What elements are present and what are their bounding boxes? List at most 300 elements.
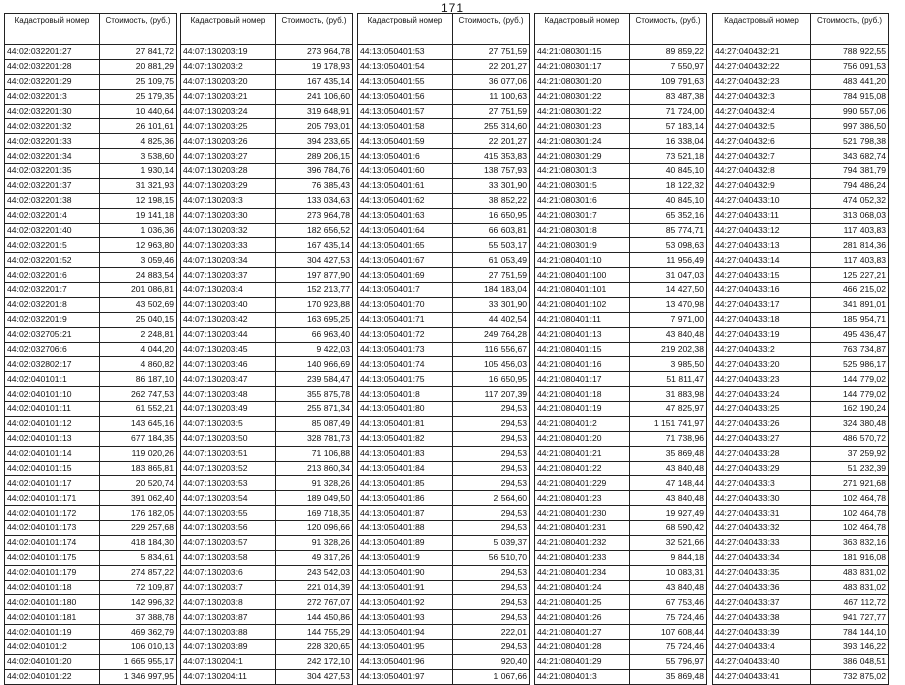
cadastral-number-cell: 44:27:040433:12 [713, 223, 811, 238]
cadastral-number-cell: 44:07:130203:26 [181, 134, 276, 149]
cadastral-number-cell: 44:21:080401:17 [535, 372, 630, 387]
table-row [181, 89, 353, 104]
cost-cell: 243 542,03 [276, 565, 353, 580]
table-row [5, 342, 177, 357]
cost-cell: 294,53 [453, 431, 530, 446]
cost-cell: 107 608,44 [630, 625, 707, 640]
cost-cell: 25 040,15 [100, 312, 177, 327]
cadastral-number-cell: 44:27:040433:11 [713, 208, 811, 223]
cadastral-number-cell: 44:27:040432:9 [713, 178, 811, 193]
cost-cell: 10 083,31 [630, 565, 707, 580]
table-row [713, 178, 889, 193]
cost-cell: 61 552,21 [100, 402, 177, 417]
cost-cell: 304 427,53 [276, 669, 353, 684]
table-row [181, 416, 353, 431]
table-row [181, 372, 353, 387]
cost-cell: 19 178,93 [276, 59, 353, 74]
cadastral-number-cell: 44:13:050401:80 [358, 402, 453, 417]
cost-cell: 176 182,05 [100, 506, 177, 521]
cadastral-number-cell: 44:21:080301:8 [535, 223, 630, 238]
table-row [535, 654, 707, 669]
table-row [5, 431, 177, 446]
cost-cell: 27 841,72 [100, 45, 177, 60]
cadastral-number-cell: 44:13:050401:64 [358, 223, 453, 238]
cost-cell: 294,53 [453, 610, 530, 625]
table-row [181, 268, 353, 283]
cost-cell: 363 832,16 [811, 535, 889, 550]
cost-cell: 32 521,66 [630, 535, 707, 550]
cadastral-number-cell: 44:02:032201:3 [5, 89, 100, 104]
cadastral-number-cell: 44:27:040433:10 [713, 193, 811, 208]
table-row [5, 580, 177, 595]
table-row [713, 640, 889, 655]
table-row [535, 580, 707, 595]
cost-cell: 355 875,78 [276, 387, 353, 402]
table-row [535, 595, 707, 610]
cadastral-number-cell: 44:02:032201:5 [5, 238, 100, 253]
table-row [535, 640, 707, 655]
table-row [358, 238, 530, 253]
cost-cell: 294,53 [453, 595, 530, 610]
table-row [358, 476, 530, 491]
table-row [535, 59, 707, 74]
cadastral-number-cell: 44:07:130203:25 [181, 119, 276, 134]
cadastral-number-cell: 44:21:080401:234 [535, 565, 630, 580]
cost-cell: 466 215,02 [811, 283, 889, 298]
cadastral-table-4 [534, 13, 707, 685]
cadastral-number-cell: 44:13:050401:65 [358, 238, 453, 253]
table-row [181, 431, 353, 446]
cost-cell: 1 346 997,95 [100, 669, 177, 684]
cadastral-number-cell: 44:02:040101:20 [5, 654, 100, 669]
cost-cell: 75 724,46 [630, 640, 707, 655]
cadastral-number-cell: 44:02:032201:35 [5, 164, 100, 179]
cost-cell: 3 985,50 [630, 357, 707, 372]
table-row [535, 491, 707, 506]
cadastral-table-2 [180, 13, 353, 685]
cadastral-number-cell: 44:02:040101:174 [5, 535, 100, 550]
table-row [713, 402, 889, 417]
table-row [535, 372, 707, 387]
cadastral-number-cell: 44:07:130203:5 [181, 416, 276, 431]
header-cost: Стоимость, (руб.) [276, 14, 353, 45]
cadastral-number-cell: 44:21:080401:25 [535, 595, 630, 610]
cost-cell: 197 877,90 [276, 268, 353, 283]
cadastral-number-cell: 44:21:080301:17 [535, 59, 630, 74]
cost-cell: 294,53 [453, 446, 530, 461]
cost-cell: 521 798,38 [811, 134, 889, 149]
cost-cell: 294,53 [453, 521, 530, 536]
cost-cell: 341 891,01 [811, 297, 889, 312]
table-row [5, 402, 177, 417]
cadastral-number-cell: 44:21:080301:7 [535, 208, 630, 223]
table-row [358, 193, 530, 208]
table-row [535, 283, 707, 298]
table-row [358, 461, 530, 476]
cadastral-number-cell: 44:27:040433:26 [713, 416, 811, 431]
cadastral-number-cell: 44:02:032201:34 [5, 149, 100, 164]
cadastral-number-cell: 44:13:050401:89 [358, 535, 453, 550]
cadastral-number-cell: 44:13:050401:58 [358, 119, 453, 134]
cadastral-number-cell: 44:27:040432:4 [713, 104, 811, 119]
cost-cell: 22 201,27 [453, 134, 530, 149]
cadastral-number-cell: 44:21:080301:20 [535, 74, 630, 89]
cadastral-number-cell: 44:07:130203:89 [181, 640, 276, 655]
cadastral-number-cell: 44:02:032201:6 [5, 268, 100, 283]
table-row [358, 104, 530, 119]
cost-cell: 184 183,04 [453, 283, 530, 298]
cost-cell: 12 963,80 [100, 238, 177, 253]
cadastral-number-cell: 44:07:130203:2 [181, 59, 276, 74]
table-row [535, 149, 707, 164]
cadastral-number-cell: 44:21:080401:233 [535, 550, 630, 565]
cost-cell: 319 648,91 [276, 104, 353, 119]
cost-cell: 117 403,83 [811, 253, 889, 268]
cadastral-number-cell: 44:07:130203:88 [181, 625, 276, 640]
cadastral-number-cell: 44:07:130203:27 [181, 149, 276, 164]
cadastral-number-cell: 44:13:050401:81 [358, 416, 453, 431]
cadastral-number-cell: 44:13:050401:8 [358, 387, 453, 402]
cost-cell: 391 062,40 [100, 491, 177, 506]
table-row [358, 223, 530, 238]
cost-cell: 294,53 [453, 476, 530, 491]
cost-cell: 89 859,22 [630, 45, 707, 60]
cost-cell: 24 883,54 [100, 268, 177, 283]
cost-cell: 66 963,40 [276, 327, 353, 342]
cost-cell: 143 645,16 [100, 416, 177, 431]
cost-cell: 11 100,63 [453, 89, 530, 104]
cadastral-number-cell: 44:07:130203:30 [181, 208, 276, 223]
cost-cell: 9 422,03 [276, 342, 353, 357]
table-row [5, 372, 177, 387]
table-row [358, 149, 530, 164]
cost-cell: 1 930,14 [100, 164, 177, 179]
cost-cell: 271 921,68 [811, 476, 889, 491]
header-cost: Стоимость, (руб.) [453, 14, 530, 45]
cadastral-number-cell: 44:02:040101:19 [5, 625, 100, 640]
table-row [535, 550, 707, 565]
cost-cell: 213 860,34 [276, 461, 353, 476]
cost-cell: 142 996,32 [100, 595, 177, 610]
cadastral-number-cell: 44:07:130203:46 [181, 357, 276, 372]
cadastral-number-cell: 44:21:080401:100 [535, 268, 630, 283]
cost-cell: 55 503,17 [453, 238, 530, 253]
cadastral-number-cell: 44:02:040101:180 [5, 595, 100, 610]
cost-cell: 289 206,15 [276, 149, 353, 164]
cost-cell: 3 538,60 [100, 149, 177, 164]
cadastral-number-cell: 44:27:040433:36 [713, 580, 811, 595]
table-row [5, 297, 177, 312]
cadastral-number-cell: 44:27:040433:23 [713, 372, 811, 387]
cadastral-number-cell: 44:07:130203:4 [181, 283, 276, 298]
table-row [713, 297, 889, 312]
cadastral-number-cell: 44:07:130203:3 [181, 193, 276, 208]
table-row [713, 119, 889, 134]
cost-cell: 57 183,14 [630, 119, 707, 134]
table-row [181, 253, 353, 268]
table-row [181, 565, 353, 580]
table-row [358, 550, 530, 565]
cadastral-number-cell: 44:27:040433:41 [713, 669, 811, 684]
cost-cell: 304 427,53 [276, 253, 353, 268]
table-row [358, 535, 530, 550]
table-row [713, 521, 889, 536]
cost-cell: 2 248,81 [100, 327, 177, 342]
cadastral-number-cell: 44:02:032706:6 [5, 342, 100, 357]
table-row [5, 535, 177, 550]
cadastral-number-cell: 44:13:050401:97 [358, 669, 453, 684]
cost-cell: 677 184,35 [100, 431, 177, 446]
cadastral-number-cell: 44:13:050401:82 [358, 431, 453, 446]
cost-cell: 1 151 741,97 [630, 416, 707, 431]
cadastral-number-cell: 44:27:040433:25 [713, 402, 811, 417]
cost-cell: 37 388,78 [100, 610, 177, 625]
cost-cell: 483 831,02 [811, 580, 889, 595]
cost-cell: 396 784,76 [276, 164, 353, 179]
table-row [5, 268, 177, 283]
cadastral-number-cell: 44:27:040433:17 [713, 297, 811, 312]
cadastral-number-cell: 44:13:050401:83 [358, 446, 453, 461]
cost-cell: 16 650,95 [453, 372, 530, 387]
table-row [535, 416, 707, 431]
cadastral-number-cell: 44:07:130203:37 [181, 268, 276, 283]
cadastral-number-cell: 44:02:032201:37 [5, 178, 100, 193]
table-row [181, 178, 353, 193]
cadastral-number-cell: 44:13:050401:9 [358, 550, 453, 565]
cadastral-number-cell: 44:27:040433:16 [713, 283, 811, 298]
cost-cell: 102 464,78 [811, 521, 889, 536]
table-row [5, 550, 177, 565]
table-row [535, 565, 707, 580]
cadastral-number-cell: 44:07:130203:8 [181, 595, 276, 610]
cadastral-number-cell: 44:13:050401:6 [358, 149, 453, 164]
cadastral-number-cell: 44:07:130203:49 [181, 402, 276, 417]
header-cost: Стоимость, (руб.) [100, 14, 177, 45]
table-row [535, 223, 707, 238]
cadastral-number-cell: 44:13:050401:62 [358, 193, 453, 208]
table-row [181, 327, 353, 342]
table-row [535, 461, 707, 476]
cadastral-number-cell: 44:02:040101:179 [5, 565, 100, 580]
cadastral-number-cell: 44:21:080301:29 [535, 149, 630, 164]
cost-cell: 53 098,63 [630, 238, 707, 253]
cadastral-number-cell: 44:02:040101:18 [5, 580, 100, 595]
cadastral-number-cell: 44:02:032705:21 [5, 327, 100, 342]
cost-cell: 784 144,10 [811, 625, 889, 640]
cost-cell: 3 059,46 [100, 253, 177, 268]
cost-cell: 31 321,93 [100, 178, 177, 193]
table-row [535, 476, 707, 491]
cost-cell: 144 755,29 [276, 625, 353, 640]
table-row [358, 327, 530, 342]
table-row [181, 387, 353, 402]
table-row [535, 134, 707, 149]
cadastral-number-cell: 44:13:050401:60 [358, 164, 453, 179]
cadastral-number-cell: 44:27:040433:15 [713, 268, 811, 283]
cadastral-number-cell: 44:13:050401:87 [358, 506, 453, 521]
cadastral-number-cell: 44:27:040432:21 [713, 45, 811, 60]
cadastral-number-cell: 44:07:130203:40 [181, 297, 276, 312]
cadastral-number-cell: 44:07:130203:6 [181, 565, 276, 580]
cost-cell: 9 844,18 [630, 550, 707, 565]
table-row [5, 89, 177, 104]
table-row [535, 669, 707, 684]
table-row [535, 506, 707, 521]
table-row [358, 342, 530, 357]
cost-cell: 91 328,26 [276, 476, 353, 491]
table-row [358, 431, 530, 446]
cadastral-number-cell: 44:13:050401:63 [358, 208, 453, 223]
cost-cell: 26 101,61 [100, 119, 177, 134]
table-row [5, 595, 177, 610]
cadastral-number-cell: 44:27:040433:39 [713, 625, 811, 640]
table-row [713, 253, 889, 268]
table-row [713, 74, 889, 89]
cost-cell: 91 328,26 [276, 535, 353, 550]
cadastral-number-cell: 44:27:040433:40 [713, 654, 811, 669]
table-body [713, 45, 889, 685]
cost-cell: 221 014,39 [276, 580, 353, 595]
cost-cell: 51 232,39 [811, 461, 889, 476]
table-row [535, 521, 707, 536]
cadastral-number-cell: 44:07:130203:47 [181, 372, 276, 387]
table-row [713, 312, 889, 327]
cost-cell: 239 584,47 [276, 372, 353, 387]
cadastral-number-cell: 44:27:040433:38 [713, 610, 811, 625]
table-row [713, 476, 889, 491]
table-body [5, 45, 177, 685]
cadastral-number-cell: 44:13:050401:95 [358, 640, 453, 655]
cost-cell: 106 010,13 [100, 640, 177, 655]
table-row [535, 446, 707, 461]
cost-cell: 294,53 [453, 640, 530, 655]
cadastral-number-cell: 44:27:040433:37 [713, 595, 811, 610]
cadastral-number-cell: 44:27:040433:28 [713, 446, 811, 461]
table-row [358, 580, 530, 595]
table-row [5, 446, 177, 461]
cadastral-number-cell: 44:27:040433:4 [713, 640, 811, 655]
table-row [713, 387, 889, 402]
cadastral-number-cell: 44:02:040101:15 [5, 461, 100, 476]
cadastral-number-cell: 44:07:130203:53 [181, 476, 276, 491]
table-row [5, 223, 177, 238]
table-row [358, 357, 530, 372]
cadastral-number-cell: 44:02:040101:1 [5, 372, 100, 387]
cadastral-number-cell: 44:07:130203:29 [181, 178, 276, 193]
table-row [535, 387, 707, 402]
table-row [535, 297, 707, 312]
cadastral-number-cell: 44:07:130203:58 [181, 550, 276, 565]
cost-cell: 483 831,02 [811, 565, 889, 580]
cost-cell: 65 352,16 [630, 208, 707, 223]
cost-cell: 37 259,92 [811, 446, 889, 461]
cost-cell: 294,53 [453, 565, 530, 580]
cost-cell: 386 048,51 [811, 654, 889, 669]
cost-cell: 27 751,59 [453, 268, 530, 283]
cadastral-number-cell: 44:27:040433:18 [713, 312, 811, 327]
table-row [713, 134, 889, 149]
table-row [5, 476, 177, 491]
cadastral-number-cell: 44:21:080401:16 [535, 357, 630, 372]
cost-cell: 294,53 [453, 461, 530, 476]
cadastral-number-cell: 44:07:130203:54 [181, 491, 276, 506]
cost-cell: 486 570,72 [811, 431, 889, 446]
cost-cell: 43 840,48 [630, 491, 707, 506]
cost-cell: 144 779,02 [811, 372, 889, 387]
cost-cell: 255 871,34 [276, 402, 353, 417]
table-row [181, 312, 353, 327]
table-row [358, 610, 530, 625]
cadastral-number-cell: 44:21:080401:20 [535, 431, 630, 446]
cost-cell: 294,53 [453, 580, 530, 595]
table-row [5, 193, 177, 208]
cadastral-number-cell: 44:07:130203:50 [181, 431, 276, 446]
cost-cell: 1 067,66 [453, 669, 530, 684]
cost-cell: 125 227,21 [811, 268, 889, 283]
cadastral-number-cell: 44:21:080401:26 [535, 610, 630, 625]
cost-cell: 43 840,48 [630, 461, 707, 476]
table-row [713, 45, 889, 60]
cadastral-number-cell: 44:27:040433:35 [713, 565, 811, 580]
cadastral-number-cell: 44:07:130203:55 [181, 506, 276, 521]
cadastral-number-cell: 44:07:130203:21 [181, 89, 276, 104]
cadastral-number-cell: 44:21:080401:11 [535, 312, 630, 327]
cadastral-number-cell: 44:27:040433:27 [713, 431, 811, 446]
cost-cell: 40 845,10 [630, 193, 707, 208]
table-row [181, 580, 353, 595]
cost-cell: 47 825,97 [630, 402, 707, 417]
table-row [713, 357, 889, 372]
cost-cell: 794 486,24 [811, 178, 889, 193]
cadastral-number-cell: 44:13:050401:67 [358, 253, 453, 268]
table-row [535, 238, 707, 253]
cost-cell: 55 796,97 [630, 654, 707, 669]
table-row [535, 268, 707, 283]
table-row [535, 164, 707, 179]
cadastral-number-cell: 44:13:050401:84 [358, 461, 453, 476]
table-row [535, 402, 707, 417]
cadastral-number-cell: 44:07:130203:52 [181, 461, 276, 476]
cadastral-number-cell: 44:02:040101:11 [5, 402, 100, 417]
cadastral-number-cell: 44:21:080301:3 [535, 164, 630, 179]
cadastral-number-cell: 44:21:080401:232 [535, 535, 630, 550]
cost-cell: 788 922,55 [811, 45, 889, 60]
cost-cell: 997 386,50 [811, 119, 889, 134]
cadastral-number-cell: 44:07:130203:34 [181, 253, 276, 268]
table-row [181, 640, 353, 655]
table-row [535, 327, 707, 342]
table-row [358, 312, 530, 327]
table-row [535, 89, 707, 104]
table-row [713, 223, 889, 238]
cost-cell: 43 840,48 [630, 327, 707, 342]
table-body [358, 45, 530, 685]
cost-cell: 18 122,32 [630, 178, 707, 193]
cost-cell: 13 470,98 [630, 297, 707, 312]
cadastral-number-cell: 44:13:050401:74 [358, 357, 453, 372]
cost-cell: 25 109,75 [100, 74, 177, 89]
cost-cell: 167 435,14 [276, 238, 353, 253]
header-cost: Стоимость, (руб.) [811, 14, 889, 45]
cost-cell: 163 695,25 [276, 312, 353, 327]
cadastral-number-cell: 44:07:130203:48 [181, 387, 276, 402]
table-row [181, 149, 353, 164]
cost-cell: 56 510,70 [453, 550, 530, 565]
table-row [181, 521, 353, 536]
cadastral-number-cell: 44:27:040432:7 [713, 149, 811, 164]
cost-cell: 36 077,06 [453, 74, 530, 89]
cost-cell: 394 233,65 [276, 134, 353, 149]
